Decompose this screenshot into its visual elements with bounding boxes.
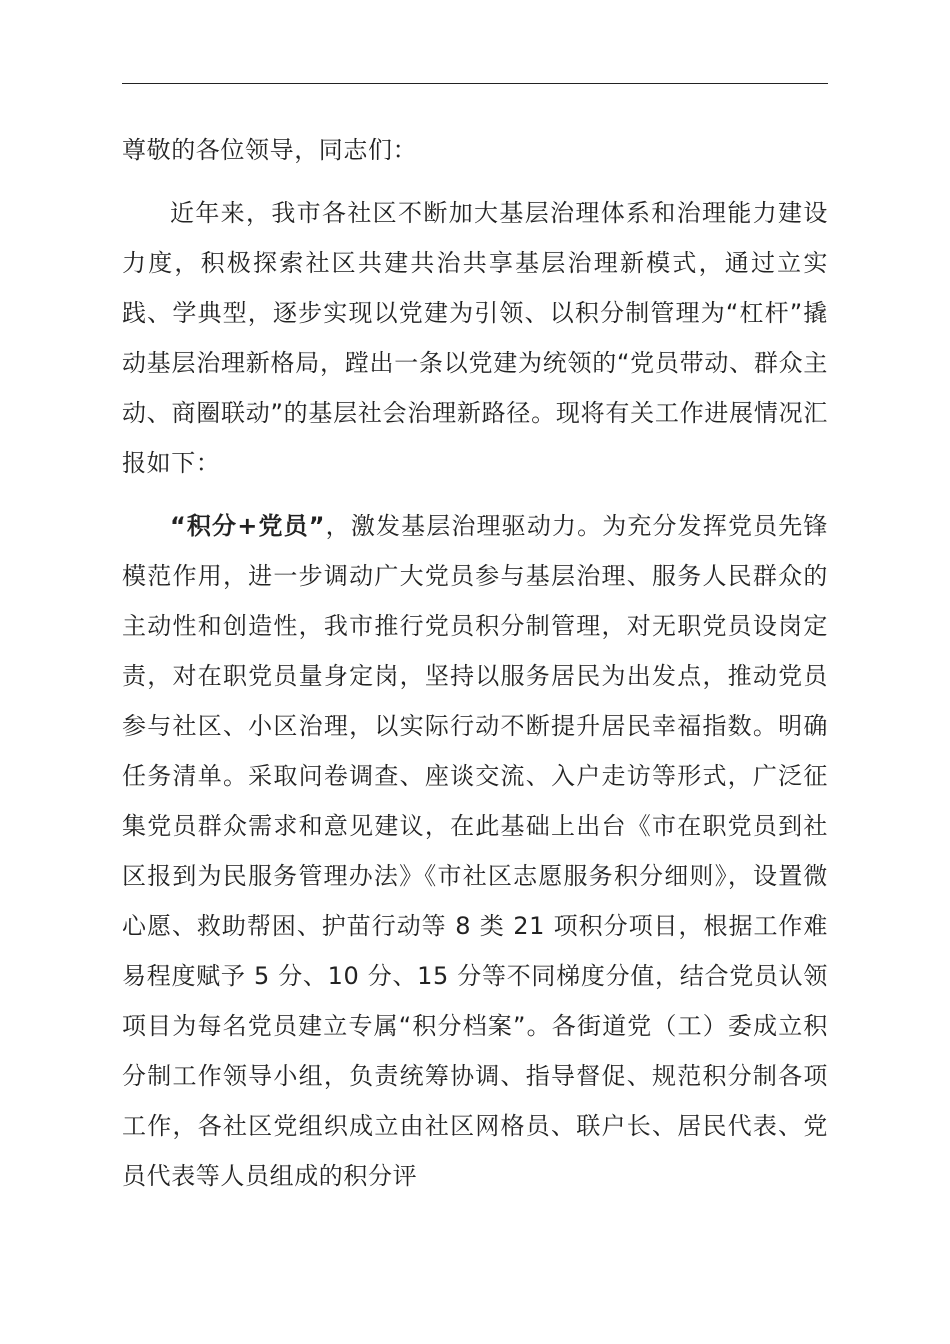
document-body	[122, 125, 828, 1201]
salutation: 尊敬的各位领导，同志们：	[122, 136, 418, 164]
intro-paragraph: 近年来，我市各社区不断加大基层治理体系和治理能力建设力度，积极探索社区共建共治共享基层治理新模式，通过立实践、学典型，逐步实现以党建为引领、以积分制管理为“杠杆”撬动基层治理新格局，蹚出一条以党建为统领的“党员带动、群众主动、商圈联动”的基层社会治理新路径。现将有关工作进展情况汇报如下：	[122, 199, 828, 477]
section-1-heading: “积分+党员”	[170, 512, 326, 540]
header-rule	[122, 83, 828, 84]
section-1-paragraph	[122, 501, 828, 1201]
section-1-body: ，激发基层治理驱动力。为充分发挥党员先锋模范作用，进一步调动广大党员参与基层治理、服务人民群众的主动性和创造性，我市推行党员积分制管理，对无职党员设岗定责，对在职党员量身定岗，坚持以服务居民为出发点，推动党员参与社区、小区治理，以实际行动不断提升居民幸福指数。明确任务清单。采取问卷调查、座谈交流、入户走访等形式，广泛征集党员群众需求和意见建议，在此基础上出台《市在职党员到社区报到为民服务管理办法》《市社区志愿服务积分细则》，设置微心愿、救助帮困、护苗行动等 8 类 21 项积分项目，根据工作难易程度赋予 5 分、10 分、15 分等不同梯度分值，结合党员认领项目为每名党员建立专属“积分档案”。各街道党（工）委成立积分制工作领导小组，负责统筹协调、指导督促、规范积分制各项工作，各社区党组织成立由社区网格员、联户长、居民代表、党员代表等人员组成的积分评	[122, 512, 829, 1190]
